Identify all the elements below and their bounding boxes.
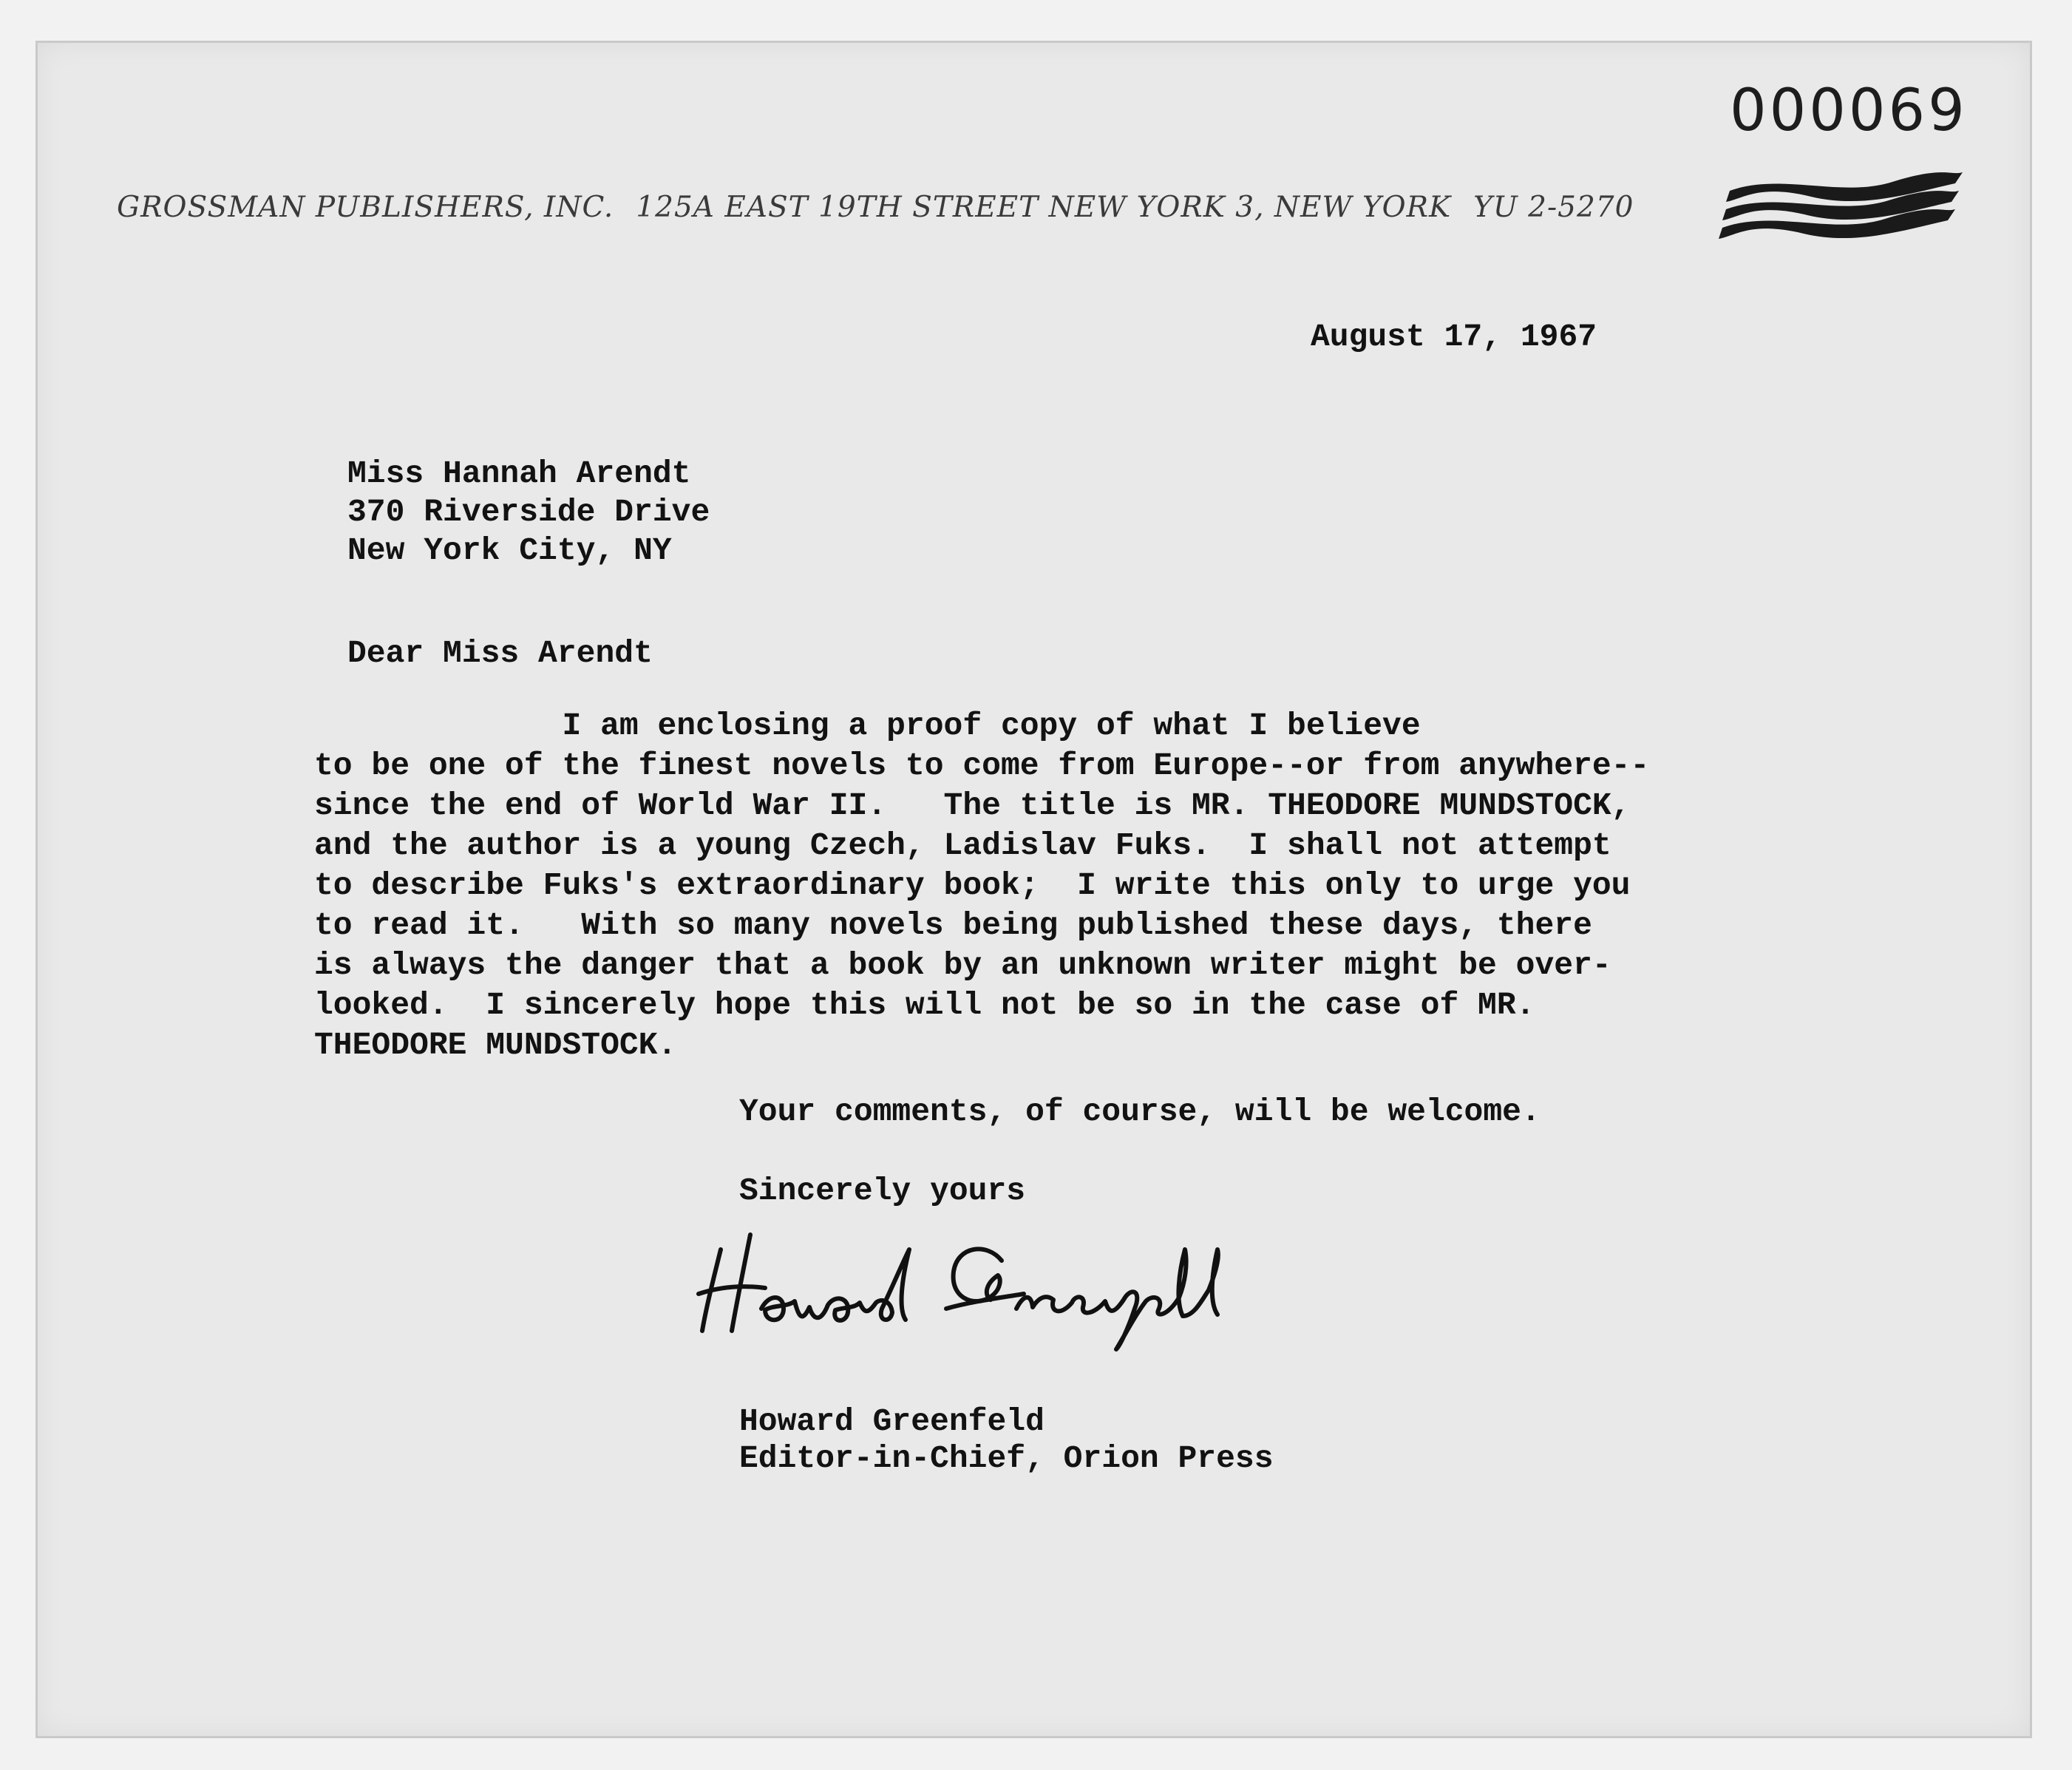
recipient-street: 370 Riverside Drive: [347, 494, 710, 530]
signature-block: [739, 1403, 1274, 1477]
letterhead-address: 125A EAST 19TH STREET NEW YORK 3, NEW YORK: [636, 191, 1452, 224]
document-number: 000069: [1730, 78, 1968, 144]
body-line: to read it. With so many novels being published these days, there: [314, 907, 1592, 943]
recipient-address: [347, 455, 710, 570]
body-line: THEODORE MUNDSTOCK.: [314, 1027, 677, 1063]
letter-date: August 17, 1967: [1311, 319, 1597, 355]
letter-body: [314, 706, 1649, 1065]
sender-name: Howard Greenfeld: [739, 1403, 1045, 1440]
letterhead-company: GROSSMAN PUBLISHERS, INC.: [117, 191, 614, 224]
body-line: and the author is a young Czech, Ladislav Fuks. I shall not attempt: [314, 827, 1611, 864]
body-line: is always the danger that a book by an unknown writer might be over-: [314, 947, 1611, 983]
sender-title: Editor-in-Chief, Orion Press: [739, 1440, 1274, 1476]
wave-lines-logo-icon: [1715, 169, 1966, 250]
letterhead-phone: YU 2-5270: [1473, 191, 1634, 224]
recipient-city: New York City, NY: [347, 532, 672, 569]
body-line: looked. I sincerely hope this will not be so in the case of MR.: [314, 987, 1535, 1023]
salutation: Dear Miss Arendt: [347, 635, 653, 671]
closing-remark: Your comments, of course, will be welcome.: [739, 1093, 1541, 1130]
body-line: I am enclosing a proof copy of what I believe: [314, 708, 1421, 744]
handwritten-signature: [691, 1220, 1253, 1353]
letterhead: [117, 191, 1634, 224]
body-line: to be one of the finest novels to come from Europe--or from anywhere--: [314, 747, 1650, 784]
body-line: since the end of World War II. The title is MR. THEODORE MUNDSTOCK,: [314, 787, 1631, 824]
body-line: to describe Fuks's extraordinary book; I write this only to urge you: [314, 867, 1631, 903]
valediction: Sincerely yours: [739, 1173, 1026, 1209]
recipient-name: Miss Hannah Arendt: [347, 455, 691, 492]
